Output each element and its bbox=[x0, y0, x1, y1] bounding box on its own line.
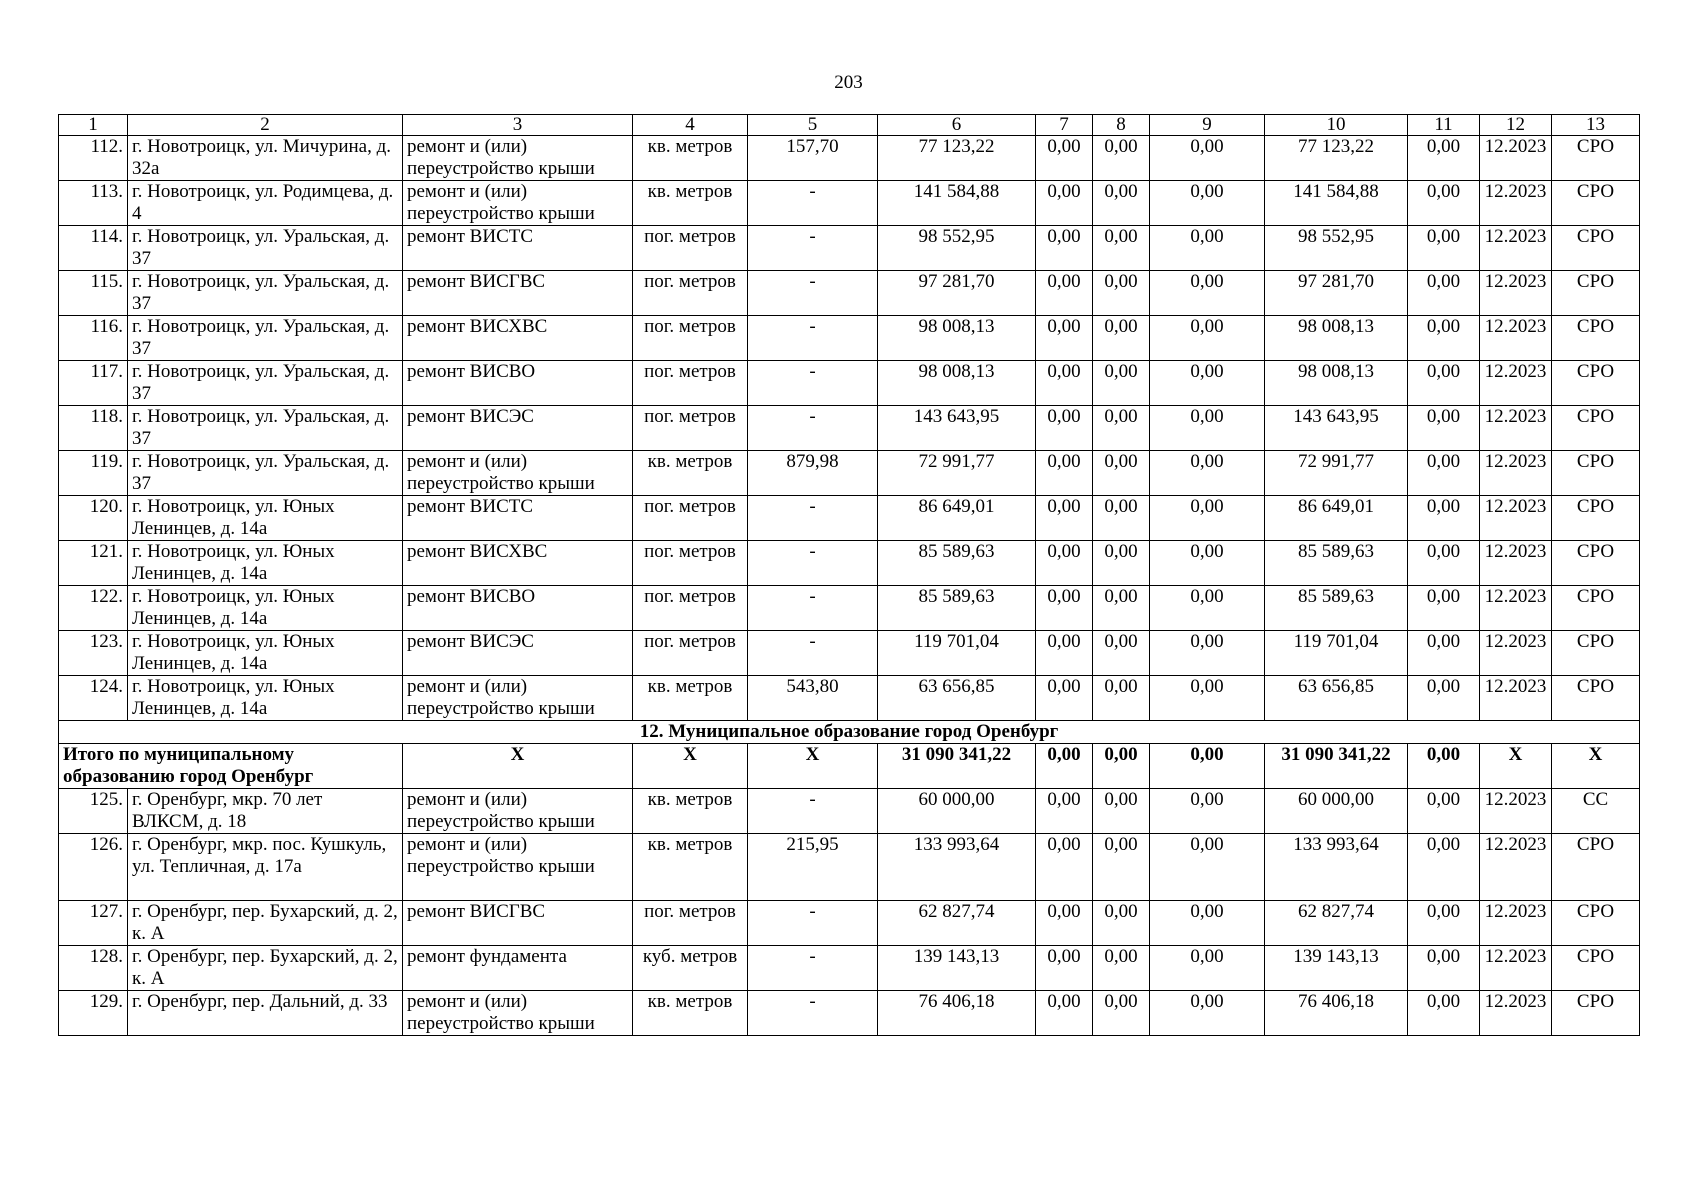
address-cell: г. Оренбург, мкр. 70 лет ВЛКСМ, д. 18 bbox=[128, 789, 403, 834]
table-row bbox=[59, 496, 1640, 541]
total-value-c6: 31 090 341,22 bbox=[878, 744, 1036, 789]
deadline-cell: 12.2023 bbox=[1480, 181, 1552, 226]
total-cost-cell: 85 589,63 bbox=[878, 586, 1036, 631]
total-cost-cell: 133 993,64 bbox=[878, 834, 1036, 901]
quantity-cell: - bbox=[748, 181, 878, 226]
deadline-cell: 12.2023 bbox=[1480, 136, 1552, 181]
address-cell: г. Новотроицк, ул. Мичурина, д. 32а bbox=[128, 136, 403, 181]
fund-share-cell: 0,00 bbox=[1036, 271, 1093, 316]
owner-funds-cell: 97 281,70 bbox=[1265, 271, 1408, 316]
unit-cell: пог. метров bbox=[633, 316, 748, 361]
budget-share-cell: 0,00 bbox=[1093, 406, 1150, 451]
owner-funds-cell: 98 008,13 bbox=[1265, 316, 1408, 361]
column-number-2: 2 bbox=[128, 115, 403, 136]
unit-cell: пог. метров bbox=[633, 631, 748, 676]
unit-cell: куб. метров bbox=[633, 946, 748, 991]
budget-share-cell: 0,00 bbox=[1093, 991, 1150, 1036]
table-row bbox=[59, 451, 1640, 496]
fund-share-cell: 0,00 bbox=[1036, 946, 1093, 991]
row-number: 119. bbox=[59, 451, 128, 496]
budget-share-cell: 0,00 bbox=[1093, 451, 1150, 496]
column-number-4: 4 bbox=[633, 115, 748, 136]
total-cost-cell: 143 643,95 bbox=[878, 406, 1036, 451]
owner-funds-cell: 62 827,74 bbox=[1265, 901, 1408, 946]
unit-cell: пог. метров bbox=[633, 226, 748, 271]
owner-funds-cell: 119 701,04 bbox=[1265, 631, 1408, 676]
work-type-cell: ремонт ВИСТС bbox=[403, 496, 633, 541]
unit-cell: кв. метров bbox=[633, 451, 748, 496]
address-cell: г. Новотроицк, ул. Юных Ленинцев, д. 14а bbox=[128, 541, 403, 586]
column-number-10: 10 bbox=[1265, 115, 1408, 136]
total-cost-cell: 139 143,13 bbox=[878, 946, 1036, 991]
owner-funds-cell: 60 000,00 bbox=[1265, 789, 1408, 834]
column-number-8: 8 bbox=[1093, 115, 1150, 136]
table-row bbox=[59, 406, 1640, 451]
total-cost-cell: 98 008,13 bbox=[878, 361, 1036, 406]
unit-cell: кв. метров bbox=[633, 991, 748, 1036]
other-funds-cell: 0,00 bbox=[1408, 406, 1480, 451]
column-number-1: 1 bbox=[59, 115, 128, 136]
row-number: 121. bbox=[59, 541, 128, 586]
total-cost-cell: 119 701,04 bbox=[878, 631, 1036, 676]
column-number-3: 3 bbox=[403, 115, 633, 136]
method-cell: СРО bbox=[1552, 451, 1640, 496]
owner-funds-cell: 139 143,13 bbox=[1265, 946, 1408, 991]
local-budget-cell: 0,00 bbox=[1150, 991, 1265, 1036]
deadline-cell: 12.2023 bbox=[1480, 834, 1552, 901]
unit-cell: кв. метров bbox=[633, 834, 748, 901]
total-value-c5: Х bbox=[748, 744, 878, 789]
budget-share-cell: 0,00 bbox=[1093, 586, 1150, 631]
owner-funds-cell: 98 552,95 bbox=[1265, 226, 1408, 271]
owner-funds-cell: 141 584,88 bbox=[1265, 181, 1408, 226]
unit-cell: кв. метров bbox=[633, 136, 748, 181]
deadline-cell: 12.2023 bbox=[1480, 406, 1552, 451]
method-cell: СРО bbox=[1552, 834, 1640, 901]
method-cell: СРО bbox=[1552, 496, 1640, 541]
address-cell: г. Оренбург, пер. Дальний, д. 33 bbox=[128, 991, 403, 1036]
other-funds-cell: 0,00 bbox=[1408, 631, 1480, 676]
quantity-cell: 157,70 bbox=[748, 136, 878, 181]
row-number: 127. bbox=[59, 901, 128, 946]
work-type-cell: ремонт и (или) переустройство крыши bbox=[403, 181, 633, 226]
total-cost-cell: 62 827,74 bbox=[878, 901, 1036, 946]
page-number: 203 bbox=[834, 72, 863, 93]
unit-cell: пог. метров bbox=[633, 901, 748, 946]
row-number: 115. bbox=[59, 271, 128, 316]
local-budget-cell: 0,00 bbox=[1150, 834, 1265, 901]
other-funds-cell: 0,00 bbox=[1408, 496, 1480, 541]
method-cell: СРО bbox=[1552, 991, 1640, 1036]
work-type-cell: ремонт ВИСГВС bbox=[403, 901, 633, 946]
total-cost-cell: 77 123,22 bbox=[878, 136, 1036, 181]
owner-funds-cell: 85 589,63 bbox=[1265, 541, 1408, 586]
table-row bbox=[59, 361, 1640, 406]
quantity-cell: - bbox=[748, 496, 878, 541]
address-cell: г. Новотроицк, ул. Юных Ленинцев, д. 14а bbox=[128, 496, 403, 541]
fund-share-cell: 0,00 bbox=[1036, 361, 1093, 406]
work-type-cell: ремонт ВИСХВС bbox=[403, 541, 633, 586]
fund-share-cell: 0,00 bbox=[1036, 136, 1093, 181]
owner-funds-cell: 77 123,22 bbox=[1265, 136, 1408, 181]
unit-cell: пог. метров bbox=[633, 361, 748, 406]
row-number: 117. bbox=[59, 361, 128, 406]
total-value-c11: 0,00 bbox=[1408, 744, 1480, 789]
row-number: 129. bbox=[59, 991, 128, 1036]
deadline-cell: 12.2023 bbox=[1480, 901, 1552, 946]
total-cost-cell: 76 406,18 bbox=[878, 991, 1036, 1036]
local-budget-cell: 0,00 bbox=[1150, 541, 1265, 586]
unit-cell: кв. метров bbox=[633, 789, 748, 834]
local-budget-cell: 0,00 bbox=[1150, 181, 1265, 226]
column-number-11: 11 bbox=[1408, 115, 1480, 136]
fund-share-cell: 0,00 bbox=[1036, 789, 1093, 834]
other-funds-cell: 0,00 bbox=[1408, 271, 1480, 316]
owner-funds-cell: 98 008,13 bbox=[1265, 361, 1408, 406]
total-cost-cell: 98 008,13 bbox=[878, 316, 1036, 361]
quantity-cell: - bbox=[748, 226, 878, 271]
unit-cell: кв. метров bbox=[633, 676, 748, 721]
column-number-header-row bbox=[59, 115, 1640, 136]
address-cell: г. Новотроицк, ул. Уральская, д. 37 bbox=[128, 316, 403, 361]
total-cost-cell: 63 656,85 bbox=[878, 676, 1036, 721]
local-budget-cell: 0,00 bbox=[1150, 496, 1265, 541]
address-cell: г. Новотроицк, ул. Юных Ленинцев, д. 14а bbox=[128, 676, 403, 721]
local-budget-cell: 0,00 bbox=[1150, 226, 1265, 271]
deadline-cell: 12.2023 bbox=[1480, 496, 1552, 541]
budget-share-cell: 0,00 bbox=[1093, 316, 1150, 361]
work-type-cell: ремонт ВИСХВС bbox=[403, 316, 633, 361]
table-row bbox=[59, 316, 1640, 361]
budget-share-cell: 0,00 bbox=[1093, 676, 1150, 721]
method-cell: СС bbox=[1552, 789, 1640, 834]
total-value-c13: Х bbox=[1552, 744, 1640, 789]
local-budget-cell: 0,00 bbox=[1150, 676, 1265, 721]
budget-share-cell: 0,00 bbox=[1093, 271, 1150, 316]
row-number: 116. bbox=[59, 316, 128, 361]
owner-funds-cell: 86 649,01 bbox=[1265, 496, 1408, 541]
fund-share-cell: 0,00 bbox=[1036, 406, 1093, 451]
total-cost-cell: 98 552,95 bbox=[878, 226, 1036, 271]
other-funds-cell: 0,00 bbox=[1408, 316, 1480, 361]
method-cell: СРО bbox=[1552, 406, 1640, 451]
total-value-c10: 31 090 341,22 bbox=[1265, 744, 1408, 789]
table-row bbox=[59, 789, 1640, 834]
column-number-5: 5 bbox=[748, 115, 878, 136]
work-type-cell: ремонт ВИСВО bbox=[403, 361, 633, 406]
local-budget-cell: 0,00 bbox=[1150, 316, 1265, 361]
total-value-c9: 0,00 bbox=[1150, 744, 1265, 789]
address-cell: г. Новотроицк, ул. Уральская, д. 37 bbox=[128, 361, 403, 406]
method-cell: СРО bbox=[1552, 181, 1640, 226]
table-row bbox=[59, 991, 1640, 1036]
budget-share-cell: 0,00 bbox=[1093, 834, 1150, 901]
quantity-cell: - bbox=[748, 901, 878, 946]
column-number-9: 9 bbox=[1150, 115, 1265, 136]
fund-share-cell: 0,00 bbox=[1036, 226, 1093, 271]
section-heading-row bbox=[59, 721, 1640, 744]
total-cost-cell: 85 589,63 bbox=[878, 541, 1036, 586]
other-funds-cell: 0,00 bbox=[1408, 451, 1480, 496]
row-number: 125. bbox=[59, 789, 128, 834]
column-number-12: 12 bbox=[1480, 115, 1552, 136]
other-funds-cell: 0,00 bbox=[1408, 901, 1480, 946]
other-funds-cell: 0,00 bbox=[1408, 226, 1480, 271]
table-row bbox=[59, 586, 1640, 631]
table-row bbox=[59, 631, 1640, 676]
budget-share-cell: 0,00 bbox=[1093, 226, 1150, 271]
table-row bbox=[59, 901, 1640, 946]
address-cell: г. Новотроицк, ул. Уральская, д. 37 bbox=[128, 451, 403, 496]
row-number: 114. bbox=[59, 226, 128, 271]
local-budget-cell: 0,00 bbox=[1150, 901, 1265, 946]
local-budget-cell: 0,00 bbox=[1150, 271, 1265, 316]
address-cell: г. Оренбург, пер. Бухарский, д. 2, к. А bbox=[128, 901, 403, 946]
budget-share-cell: 0,00 bbox=[1093, 789, 1150, 834]
fund-share-cell: 0,00 bbox=[1036, 586, 1093, 631]
total-value-c3: Х bbox=[403, 744, 633, 789]
fund-share-cell: 0,00 bbox=[1036, 316, 1093, 361]
local-budget-cell: 0,00 bbox=[1150, 946, 1265, 991]
method-cell: СРО bbox=[1552, 316, 1640, 361]
method-cell: СРО bbox=[1552, 361, 1640, 406]
total-value-c12: Х bbox=[1480, 744, 1552, 789]
quantity-cell: - bbox=[748, 586, 878, 631]
row-number: 113. bbox=[59, 181, 128, 226]
work-type-cell: ремонт ВИСВО bbox=[403, 586, 633, 631]
local-budget-cell: 0,00 bbox=[1150, 631, 1265, 676]
address-cell: г. Новотроицк, ул. Юных Ленинцев, д. 14а bbox=[128, 586, 403, 631]
work-type-cell: ремонт ВИСЭС bbox=[403, 406, 633, 451]
local-budget-cell: 0,00 bbox=[1150, 451, 1265, 496]
unit-cell: пог. метров bbox=[633, 586, 748, 631]
section-heading: 12. Муниципальное образование город Оренбург bbox=[59, 721, 1640, 744]
total-label: Итого по муниципальному образованию город Оренбург bbox=[59, 744, 403, 789]
local-budget-cell: 0,00 bbox=[1150, 789, 1265, 834]
other-funds-cell: 0,00 bbox=[1408, 586, 1480, 631]
quantity-cell: - bbox=[748, 631, 878, 676]
method-cell: СРО bbox=[1552, 136, 1640, 181]
owner-funds-cell: 76 406,18 bbox=[1265, 991, 1408, 1036]
quantity-cell: - bbox=[748, 271, 878, 316]
unit-cell: пог. метров bbox=[633, 406, 748, 451]
local-budget-cell: 0,00 bbox=[1150, 361, 1265, 406]
other-funds-cell: 0,00 bbox=[1408, 946, 1480, 991]
table-row bbox=[59, 136, 1640, 181]
address-cell: г. Новотроицк, ул. Уральская, д. 37 bbox=[128, 271, 403, 316]
work-type-cell: ремонт ВИСГВС bbox=[403, 271, 633, 316]
total-cost-cell: 86 649,01 bbox=[878, 496, 1036, 541]
row-number: 126. bbox=[59, 834, 128, 901]
local-budget-cell: 0,00 bbox=[1150, 136, 1265, 181]
fund-share-cell: 0,00 bbox=[1036, 496, 1093, 541]
method-cell: СРО bbox=[1552, 901, 1640, 946]
table-row bbox=[59, 226, 1640, 271]
fund-share-cell: 0,00 bbox=[1036, 181, 1093, 226]
work-type-cell: ремонт и (или) переустройство крыши bbox=[403, 451, 633, 496]
owner-funds-cell: 143 643,95 bbox=[1265, 406, 1408, 451]
other-funds-cell: 0,00 bbox=[1408, 991, 1480, 1036]
quantity-cell: - bbox=[748, 946, 878, 991]
other-funds-cell: 0,00 bbox=[1408, 136, 1480, 181]
total-cost-cell: 72 991,77 bbox=[878, 451, 1036, 496]
quantity-cell: - bbox=[748, 361, 878, 406]
table-row bbox=[59, 946, 1640, 991]
address-cell: г. Новотроицк, ул. Родимцева, д. 4 bbox=[128, 181, 403, 226]
local-budget-cell: 0,00 bbox=[1150, 406, 1265, 451]
budget-share-cell: 0,00 bbox=[1093, 136, 1150, 181]
total-value-c4: Х bbox=[633, 744, 748, 789]
work-type-cell: ремонт ВИСЭС bbox=[403, 631, 633, 676]
table-row bbox=[59, 181, 1640, 226]
table-row bbox=[59, 541, 1640, 586]
budget-share-cell: 0,00 bbox=[1093, 361, 1150, 406]
unit-cell: пог. метров bbox=[633, 496, 748, 541]
other-funds-cell: 0,00 bbox=[1408, 789, 1480, 834]
other-funds-cell: 0,00 bbox=[1408, 181, 1480, 226]
budget-share-cell: 0,00 bbox=[1093, 631, 1150, 676]
column-number-7: 7 bbox=[1036, 115, 1093, 136]
quantity-cell: - bbox=[748, 316, 878, 361]
deadline-cell: 12.2023 bbox=[1480, 676, 1552, 721]
budget-share-cell: 0,00 bbox=[1093, 181, 1150, 226]
unit-cell: пог. метров bbox=[633, 271, 748, 316]
deadline-cell: 12.2023 bbox=[1480, 226, 1552, 271]
deadline-cell: 12.2023 bbox=[1480, 586, 1552, 631]
work-type-cell: ремонт и (или) переустройство крыши bbox=[403, 136, 633, 181]
total-row bbox=[59, 744, 1640, 789]
address-cell: г. Оренбург, мкр. пос. Кушкуль, ул. Тепличная, д. 17а bbox=[128, 834, 403, 901]
deadline-cell: 12.2023 bbox=[1480, 946, 1552, 991]
work-type-cell: ремонт и (или) переустройство крыши bbox=[403, 991, 633, 1036]
row-number: 112. bbox=[59, 136, 128, 181]
total-cost-cell: 141 584,88 bbox=[878, 181, 1036, 226]
total-cost-cell: 97 281,70 bbox=[878, 271, 1036, 316]
method-cell: СРО bbox=[1552, 541, 1640, 586]
method-cell: СРО bbox=[1552, 586, 1640, 631]
unit-cell: пог. метров bbox=[633, 541, 748, 586]
column-number-6: 6 bbox=[878, 115, 1036, 136]
fund-share-cell: 0,00 bbox=[1036, 541, 1093, 586]
budget-share-cell: 0,00 bbox=[1093, 541, 1150, 586]
budget-share-cell: 0,00 bbox=[1093, 946, 1150, 991]
row-number: 123. bbox=[59, 631, 128, 676]
address-cell: г. Новотроицк, ул. Уральская, д. 37 bbox=[128, 406, 403, 451]
table-row bbox=[59, 834, 1640, 901]
row-number: 124. bbox=[59, 676, 128, 721]
quantity-cell: - bbox=[748, 406, 878, 451]
deadline-cell: 12.2023 bbox=[1480, 631, 1552, 676]
other-funds-cell: 0,00 bbox=[1408, 361, 1480, 406]
fund-share-cell: 0,00 bbox=[1036, 991, 1093, 1036]
column-number-13: 13 bbox=[1552, 115, 1640, 136]
fund-share-cell: 0,00 bbox=[1036, 901, 1093, 946]
other-funds-cell: 0,00 bbox=[1408, 834, 1480, 901]
total-value-c7: 0,00 bbox=[1036, 744, 1093, 789]
address-cell: г. Оренбург, пер. Бухарский, д. 2, к. А bbox=[128, 946, 403, 991]
other-funds-cell: 0,00 bbox=[1408, 541, 1480, 586]
other-funds-cell: 0,00 bbox=[1408, 676, 1480, 721]
method-cell: СРО bbox=[1552, 226, 1640, 271]
total-cost-cell: 60 000,00 bbox=[878, 789, 1036, 834]
deadline-cell: 12.2023 bbox=[1480, 316, 1552, 361]
owner-funds-cell: 133 993,64 bbox=[1265, 834, 1408, 901]
work-type-cell: ремонт ВИСТС bbox=[403, 226, 633, 271]
fund-share-cell: 0,00 bbox=[1036, 631, 1093, 676]
quantity-cell: - bbox=[748, 541, 878, 586]
quantity-cell: 215,95 bbox=[748, 834, 878, 901]
deadline-cell: 12.2023 bbox=[1480, 271, 1552, 316]
owner-funds-cell: 63 656,85 bbox=[1265, 676, 1408, 721]
budget-share-cell: 0,00 bbox=[1093, 496, 1150, 541]
quantity-cell: 543,80 bbox=[748, 676, 878, 721]
quantity-cell: - bbox=[748, 991, 878, 1036]
row-number: 118. bbox=[59, 406, 128, 451]
address-cell: г. Новотроицк, ул. Уральская, д. 37 bbox=[128, 226, 403, 271]
work-type-cell: ремонт и (или) переустройство крыши bbox=[403, 834, 633, 901]
deadline-cell: 12.2023 bbox=[1480, 541, 1552, 586]
method-cell: СРО bbox=[1552, 946, 1640, 991]
owner-funds-cell: 72 991,77 bbox=[1265, 451, 1408, 496]
quantity-cell: 879,98 bbox=[748, 451, 878, 496]
unit-cell: кв. метров bbox=[633, 181, 748, 226]
row-number: 120. bbox=[59, 496, 128, 541]
method-cell: СРО bbox=[1552, 676, 1640, 721]
total-value-c8: 0,00 bbox=[1093, 744, 1150, 789]
fund-share-cell: 0,00 bbox=[1036, 834, 1093, 901]
budget-share-cell: 0,00 bbox=[1093, 901, 1150, 946]
quantity-cell: - bbox=[748, 789, 878, 834]
capital-repair-table bbox=[58, 114, 1640, 1036]
deadline-cell: 12.2023 bbox=[1480, 361, 1552, 406]
owner-funds-cell: 85 589,63 bbox=[1265, 586, 1408, 631]
table-row bbox=[59, 271, 1640, 316]
deadline-cell: 12.2023 bbox=[1480, 991, 1552, 1036]
row-number: 128. bbox=[59, 946, 128, 991]
work-type-cell: ремонт и (или) переустройство крыши bbox=[403, 676, 633, 721]
method-cell: СРО bbox=[1552, 271, 1640, 316]
address-cell: г. Новотроицк, ул. Юных Ленинцев, д. 14а bbox=[128, 631, 403, 676]
deadline-cell: 12.2023 bbox=[1480, 789, 1552, 834]
work-type-cell: ремонт фундамента bbox=[403, 946, 633, 991]
row-number: 122. bbox=[59, 586, 128, 631]
local-budget-cell: 0,00 bbox=[1150, 586, 1265, 631]
method-cell: СРО bbox=[1552, 631, 1640, 676]
work-type-cell: ремонт и (или) переустройство крыши bbox=[403, 789, 633, 834]
fund-share-cell: 0,00 bbox=[1036, 451, 1093, 496]
deadline-cell: 12.2023 bbox=[1480, 451, 1552, 496]
fund-share-cell: 0,00 bbox=[1036, 676, 1093, 721]
table-row bbox=[59, 676, 1640, 721]
